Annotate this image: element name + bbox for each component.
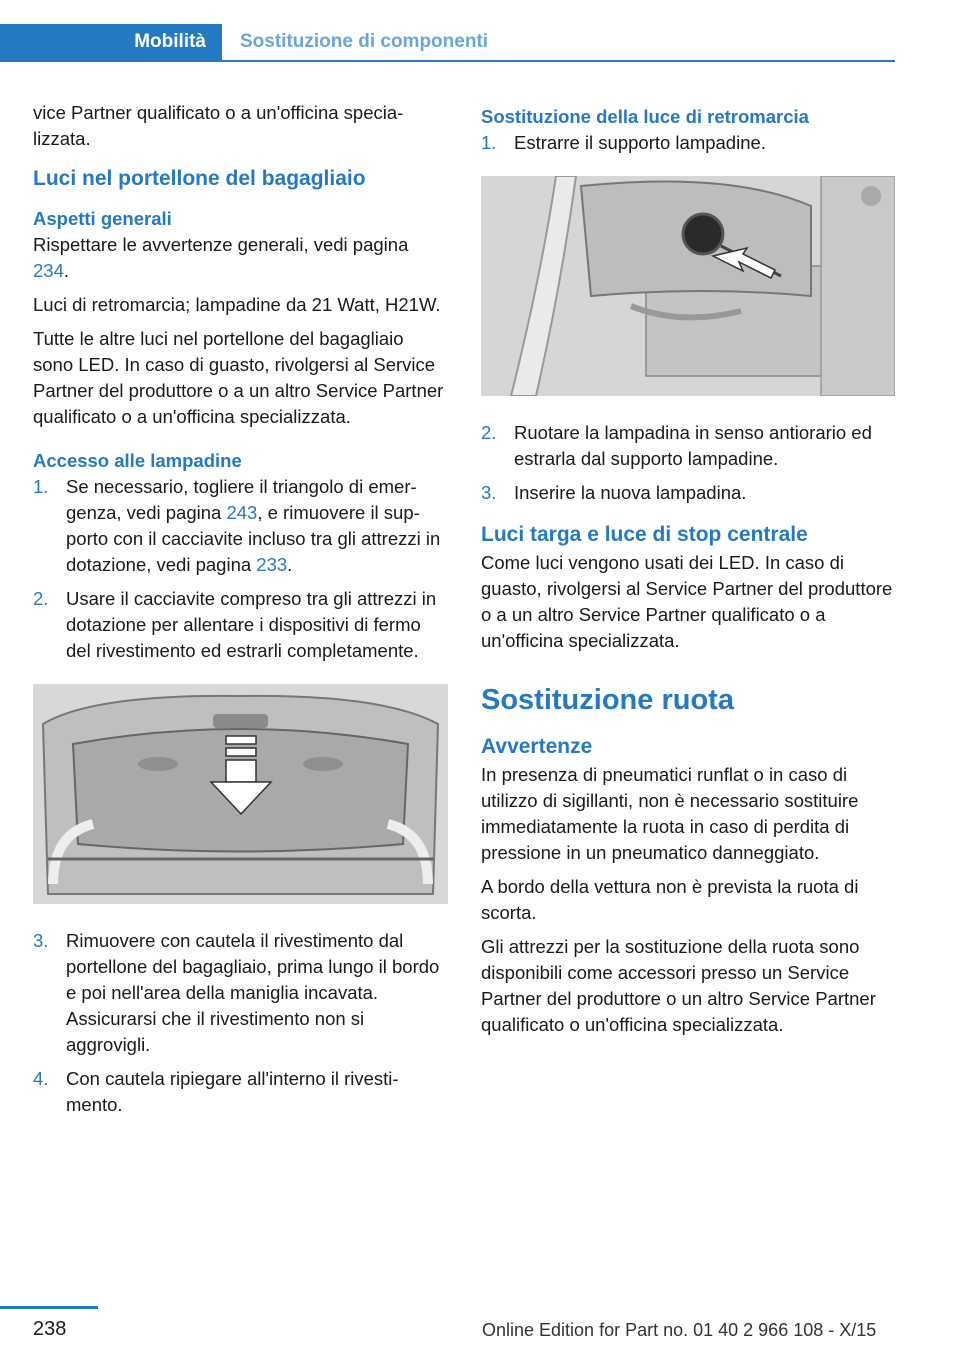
step-number: 1.	[33, 476, 49, 497]
reverse-steps-list	[481, 130, 895, 156]
header-divider	[0, 60, 895, 62]
wheel-paragraph-2: A bordo della vettura non è prevista la ruota di scorta.	[481, 876, 859, 923]
bulb-holder-illustration	[481, 176, 895, 396]
footer-divider	[0, 1306, 98, 1309]
left-column	[33, 100, 448, 1126]
trunk-lid-illustration	[33, 684, 448, 904]
step4-text: Con cautela ripiegare all'interno il rivestimento.	[66, 1068, 399, 1115]
list-item	[481, 420, 895, 472]
page-link-243[interactable]: 243	[226, 502, 258, 523]
subheading-general: Aspetti generali	[33, 208, 172, 229]
list-item	[481, 480, 895, 506]
page-link-234[interactable]: 234	[33, 260, 64, 281]
trunk-lid-drawing	[33, 684, 448, 904]
subheading-warnings: Avvertenze	[481, 735, 593, 758]
r-step3-text: Inserire la nuova lampadina.	[514, 482, 747, 503]
general-paragraph-1	[33, 232, 448, 284]
r-step2-text: Ruotare la lampadina in senso antiorario ed estrarla dal supporto lampadine.	[514, 422, 872, 469]
section-tab[interactable]: Sostituzione di componenti	[240, 31, 489, 52]
reverse-steps-list-cont	[481, 420, 895, 506]
list-item	[33, 928, 448, 1058]
subheading-reverse-light: Sostituzione della luce di retromarcia	[481, 106, 809, 127]
chapter-tab[interactable]: Mobilità	[0, 24, 222, 60]
right-column	[481, 100, 895, 1046]
step1-text-c: .	[287, 554, 293, 575]
page-link-233[interactable]: 233	[256, 554, 288, 575]
step-number: 4.	[33, 1068, 49, 1089]
wheel-paragraph-1: In presenza di pneumatici runflat o in caso di utilizzo di sigillanti, non è necessario sostituire immediatamente la ruota in caso di perdita di pressione in un pneumatico danneggiato.	[481, 764, 859, 863]
general-p1-end: .	[63, 260, 70, 281]
heading-wheel-change: Sostituzione ruota	[481, 684, 734, 716]
list-item	[481, 130, 895, 156]
step3-text: Rimuovere con cautela il rivestimento dal portellone del bagagliaio, prima lungo il bordo e poi nell'area della maniglia incavata. Assicurarsi che il rivestimento non si aggrovigli.	[66, 930, 440, 1055]
step1-text-a: Se necessario, togliere il triangolo di emergenza, vedi pagina	[66, 476, 417, 523]
page-header	[0, 24, 895, 62]
step2-text: Usare il cacciavite compreso tra gli attrezzi in dotazione per allentare i dispositivi di fermo del rivestimento ed estrarli completamente.	[66, 588, 437, 661]
bulb-holder-drawing	[481, 176, 895, 396]
wheel-paragraph-3: Gli attrezzi per la sostituzione della ruota sono disponibili come accessori presso un Service Partner del produttore o un altro Service Partner qualificato o un'officina specializzata.	[481, 936, 876, 1035]
list-item	[33, 586, 448, 664]
general-paragraph-2: Luci di retromarcia; lampadine da 21 Watt, H21W.	[33, 294, 441, 315]
edition-note: Online Edition for Part no. 01 40 2 966 108 - X/15	[482, 1320, 877, 1340]
step-number: 2.	[33, 588, 49, 609]
heading-trunk-lights: Luci nel portellone del bagagliaio	[33, 167, 366, 190]
plate-paragraph: Come luci vengono usati dei LED. In caso di guasto, rivolgersi al Service Partner del produttore o a un altro Service Partner qualificato o a un'officina specializzata.	[481, 552, 893, 651]
step1-text-b: , e rimuovere il supporto con il cacciavite incluso tra gli attrezzi in dotazione, vedi pagina	[66, 502, 441, 575]
step-number: 3.	[33, 930, 49, 951]
step-number: 3.	[481, 482, 497, 503]
general-p1-text: Rispettare le avvertenze generali, vedi pagina	[33, 234, 409, 255]
page-number: 238	[33, 1318, 67, 1340]
r-step1-text: Estrarre il supporto lampadine.	[514, 132, 766, 153]
subheading-access: Accesso alle lampadine	[33, 450, 242, 471]
list-item	[33, 1066, 448, 1118]
step-number: 1.	[481, 132, 497, 153]
access-steps-list-cont	[33, 928, 448, 1118]
step-number: 2.	[481, 422, 497, 443]
heading-plate-lights: Luci targa e luce di stop centrale	[481, 523, 808, 546]
general-paragraph-3: Tutte le altre luci nel portellone del bagagliaio sono LED. In caso di guasto, rivolgersi al Service Partner del produttore o a un altro Service Partner qualificato o a un'officina specializzata.	[33, 328, 444, 427]
list-item	[33, 474, 448, 578]
access-steps-list	[33, 474, 448, 664]
intro-paragraph: vice Partner qualificato o a un'officina specializzata.	[33, 102, 404, 149]
